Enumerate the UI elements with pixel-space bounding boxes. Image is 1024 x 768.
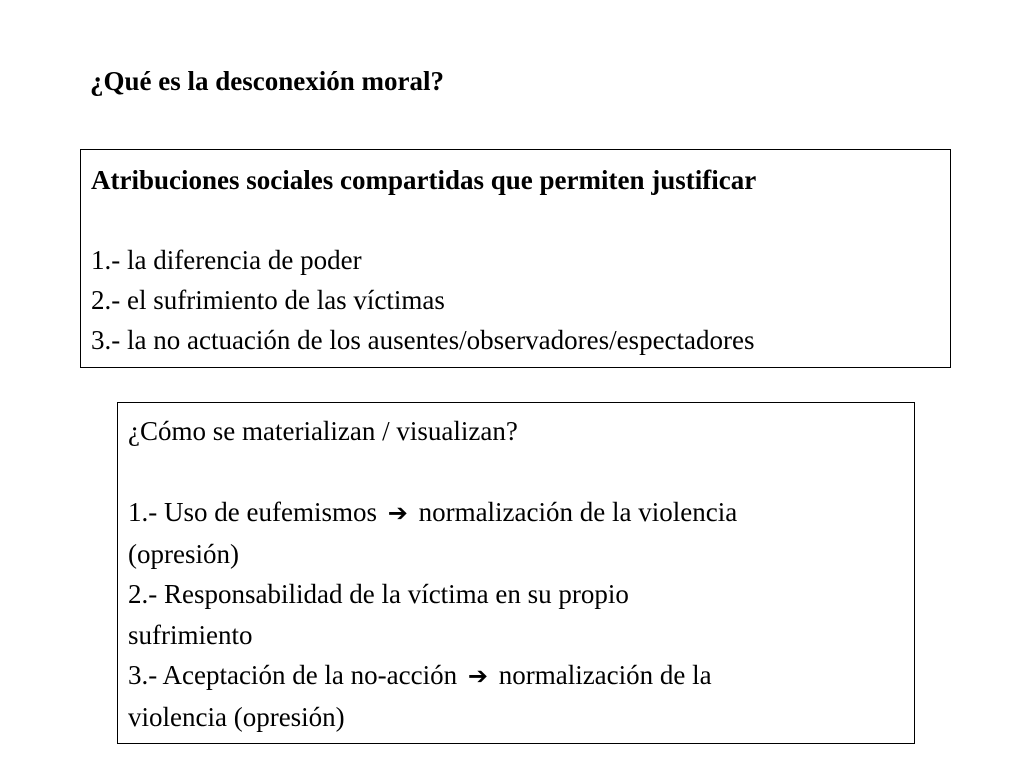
arrow-right-icon: ➔ [467,662,488,690]
item-1-text: 1.- Uso de eufemismos [128,497,377,527]
justification-item-2: 2.- el sufrimiento de las víctimas [91,285,445,315]
spacer [91,200,950,240]
item-1-result: normalización de la violencia [418,497,738,527]
item-3-result: normalización de la [498,660,712,690]
materialization-heading: ¿Cómo se materializan / visualizan? [128,416,518,446]
materialization-item-2-cont: sufrimiento [128,619,253,650]
arrow-right-icon: ➔ [387,499,408,527]
spacer [128,452,914,493]
item-3-text: 3.- Aceptación de la no-acción [128,660,458,690]
materialization-item-3 [128,655,914,697]
materialization-item-3-cont: violencia (opresión) [128,701,345,732]
materialization-item-1-cont: (opresión) [128,538,239,569]
materialization-item-2: 2.- Responsabilidad de la víctima en su propio [128,579,629,609]
justification-heading: Atribuciones sociales compartidas que permiten justificar [91,165,757,195]
justification-item-1: 1.- la diferencia de poder [91,245,362,275]
materialization-item-1 [128,492,914,534]
materialization-box [117,402,915,744]
page-title: ¿Qué es la desconexión moral? [90,66,444,96]
justification-box [80,149,951,368]
justification-item-3: 3.- la no actuación de los ausentes/observadores/espectadores [91,325,755,355]
